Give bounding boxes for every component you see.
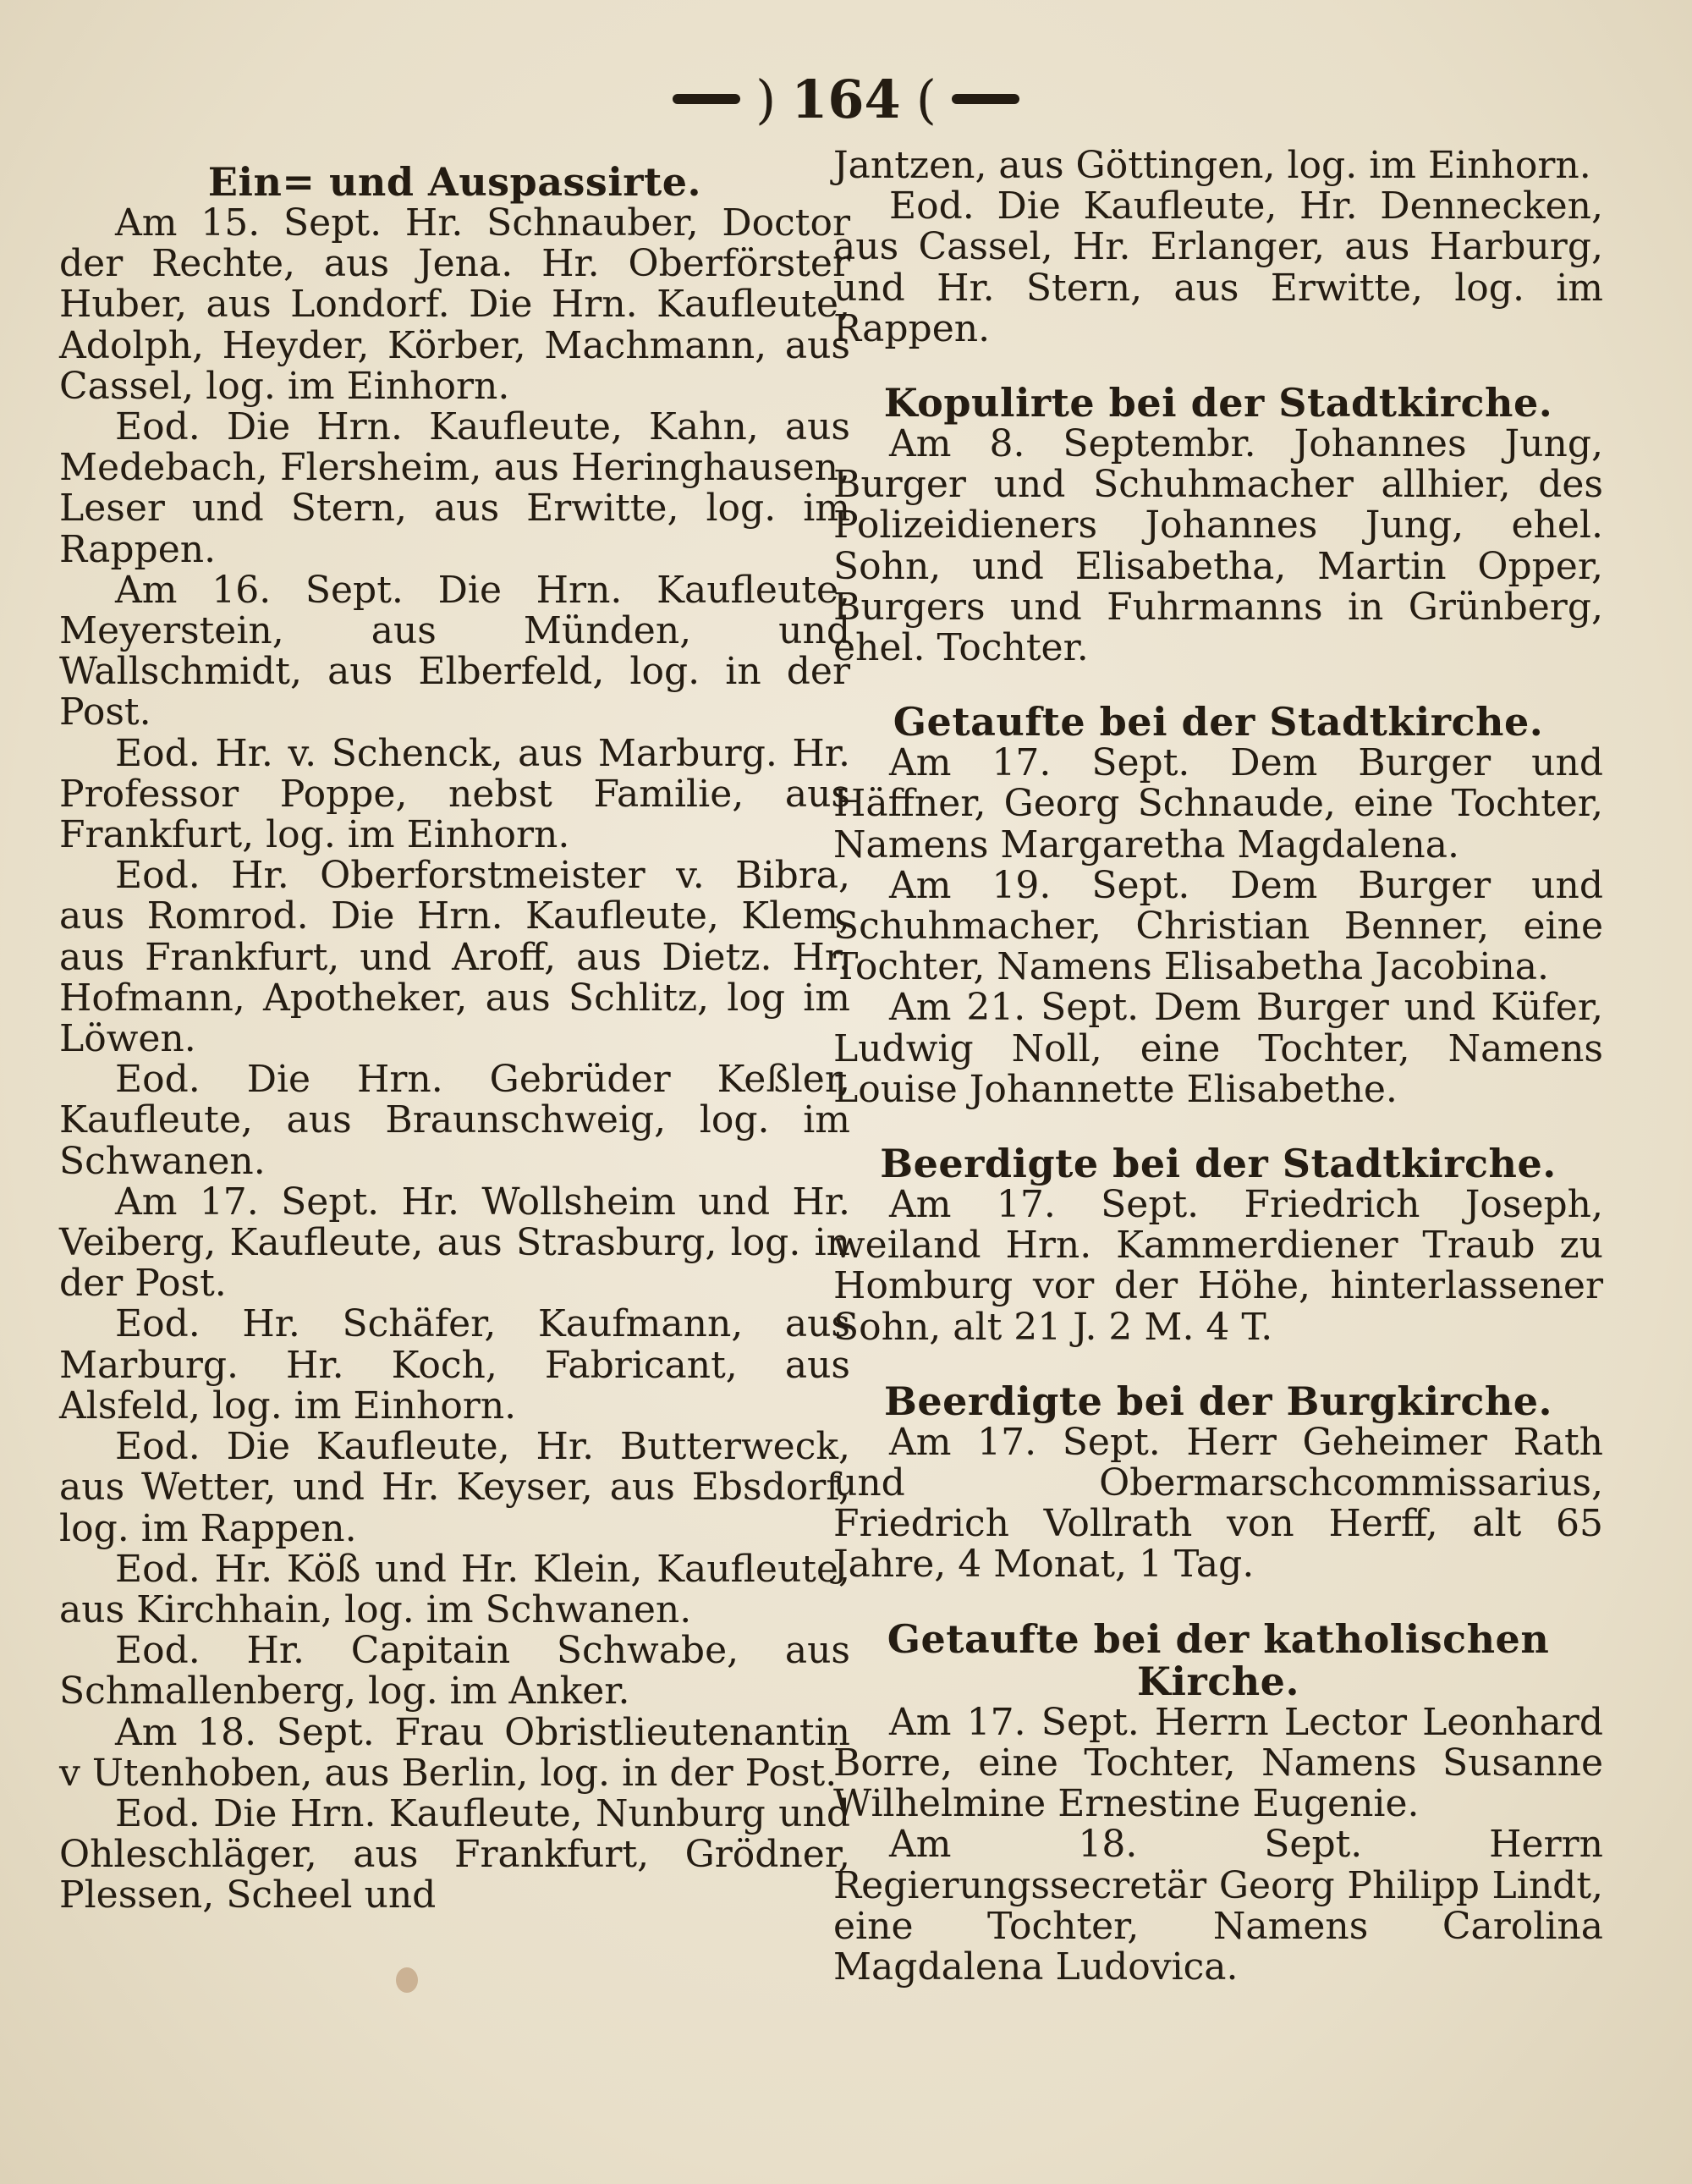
arrival-entry: Eod. Hr. Schäfer, Kaufmann, aus Marburg. Hr. Koch, Fabricant, aus Alsfeld, log. im Einhorn. xyxy=(59,1302,850,1428)
section-heading-baptisms-stadtkirche: Getaufte bei der Stadtkirche. xyxy=(893,699,1544,745)
paper-stain xyxy=(396,1967,418,1993)
header-paren-right: ( xyxy=(915,68,937,130)
section-heading-arrivals: Ein= und Auspassirte. xyxy=(207,159,702,205)
baptism-entry: Am 17. Sept. Herrn Lector Leonhard Borre, eine Tochter, Namens Susanne Wilhelmine Ernestine Eugenie. xyxy=(833,1700,1603,1826)
baptism-entry: Am 21. Sept. Dem Burger und Küfer, Ludwig Noll, eine Tochter, Namens Louise Johannette Elisabethe. xyxy=(833,986,1603,1111)
arrival-entry: Am 18. Sept. Frau Obristlieutenantin v Utenhoben, aus Berlin, log. in der Post. xyxy=(59,1710,850,1795)
arrival-entry: Eod. Die Hrn. Gebrüder Keßler, Kaufleute, aus Braunschweig, log. im Schwanen. xyxy=(59,1058,850,1183)
arrival-entry: Am 16. Sept. Die Hrn. Kaufleute, Meyerstein, aus Münden, und Wallschmidt, aus Elberfeld, log. in der Post. xyxy=(59,568,850,734)
baptism-entry: Am 17. Sept. Dem Burger und Häffner, Georg Schnaude, eine Tochter, Namens Margaretha Magdalena. xyxy=(833,741,1603,866)
arrival-entry: Eod. Hr. Capitain Schwabe, aus Schmallenberg, log. im Anker. xyxy=(59,1629,850,1714)
section-heading-baptisms-catholic: Getaufte bei der katholischen Kirche. xyxy=(887,1615,1550,1704)
arrival-entry: Am 15. Sept. Hr. Schnauber, Doctor der Rechte, aus Jena. Hr. Oberförster Huber, aus Londorf. Die Hrn. Kaufleute, Adolph, Heyder, Körber, Machmann, aus Cassel, log. im Einhorn. xyxy=(59,201,850,408)
arrival-entry: Eod. Die Hrn. Kaufleute, Kahn, aus Medebach, Flersheim, aus Heringhausen, Leser und Stern, aus Erwitte, log. im Rappen. xyxy=(59,405,850,571)
marriage-entry: Am 8. Septembr. Johannes Jung, Burger und Schuhmacher allhier, des Polizeidieners Johannes Jung, ehel. Sohn, und Elisabetha, Martin Opper, Burgers und Fuhrmanns in Grünberg, ehel. Tochter. xyxy=(833,422,1603,670)
burial-entry: Am 17. Sept. Herr Geheimer Rath und Obermarschcommissarius, Friedrich Vollrath von Herff, alt 65 Jahre, 4 Monat, 1 Tag. xyxy=(833,1420,1603,1587)
baptism-entry: Am 18. Sept. Herrn Regierungssecretär Georg Philipp Lindt, eine Tochter, Namens Carolina Magdalena Ludovica. xyxy=(833,1823,1603,1989)
arrival-entry: Eod. Die Kaufleute, Hr. Dennecken, aus Cassel, Hr. Erlanger, aus Harburg, und Hr. Stern, aus Erwitte, log. im Rappen. xyxy=(833,184,1603,350)
left-column xyxy=(59,161,850,1917)
section-heading-burials-burgkirche: Beerdigte bei der Burgkirche. xyxy=(883,1378,1553,1424)
arrival-entry: Eod. Die Hrn. Kaufleute, Nunburg und Ohleschläger, aus Frankfurt, Grödner, Plessen, Scheel und xyxy=(59,1791,850,1917)
arrival-entry: Eod. Die Kaufleute, Hr. Butterweck, aus Wetter, und Hr. Keyser, aus Ebsdorf, log. im Rappen. xyxy=(59,1425,850,1550)
header-rule-right xyxy=(952,94,1019,104)
arrival-entry: Eod. Hr. Oberforstmeister v. Bibra, aus Romrod. Die Hrn. Kaufleute, Klem, aus Frankfurt, und Aroff, aus Dietz. Hr. Hofmann, Apotheker, aus Schlitz, log im Löwen. xyxy=(59,854,850,1061)
header-rule-left xyxy=(673,94,740,104)
continuation-text: Jantzen, aus Göttingen, log. im Einhorn. xyxy=(833,144,1591,187)
page-number: 164 xyxy=(791,68,901,130)
burial-entry: Am 17. Sept. Friedrich Joseph, weiland Hrn. Kammerdiener Traub zu Homburg vor der Höhe, hinterlassener Sohn, alt 21 J. 2 M. 4 T. xyxy=(833,1183,1603,1349)
right-column xyxy=(833,146,1603,1988)
page-header xyxy=(592,61,1100,137)
arrival-entry: Am 17. Sept. Hr. Wollsheim und Hr. Veiberg, Kaufleute, aus Strasburg, log. in der Post. xyxy=(59,1180,850,1306)
header-paren-left: ) xyxy=(755,68,777,130)
section-heading-marriages: Kopulirte bei der Stadtkirche. xyxy=(883,380,1553,426)
arrival-entry: Eod. Hr. Köß und Hr. Klein, Kaufleute, aus Kirchhain, log. im Schwanen. xyxy=(59,1547,850,1631)
baptism-entry: Am 19. Sept. Dem Burger und Schuhmacher, Christian Benner, eine Tochter, Namens Elisabetha Jacobina. xyxy=(833,863,1603,989)
arrival-entry: Eod. Hr. v. Schenck, aus Marburg. Hr. Professor Poppe, nebst Familie, aus Frankfurt, log. im Einhorn. xyxy=(59,731,850,857)
section-heading-burials-stadtkirche: Beerdigte bei der Stadtkirche. xyxy=(880,1141,1557,1187)
